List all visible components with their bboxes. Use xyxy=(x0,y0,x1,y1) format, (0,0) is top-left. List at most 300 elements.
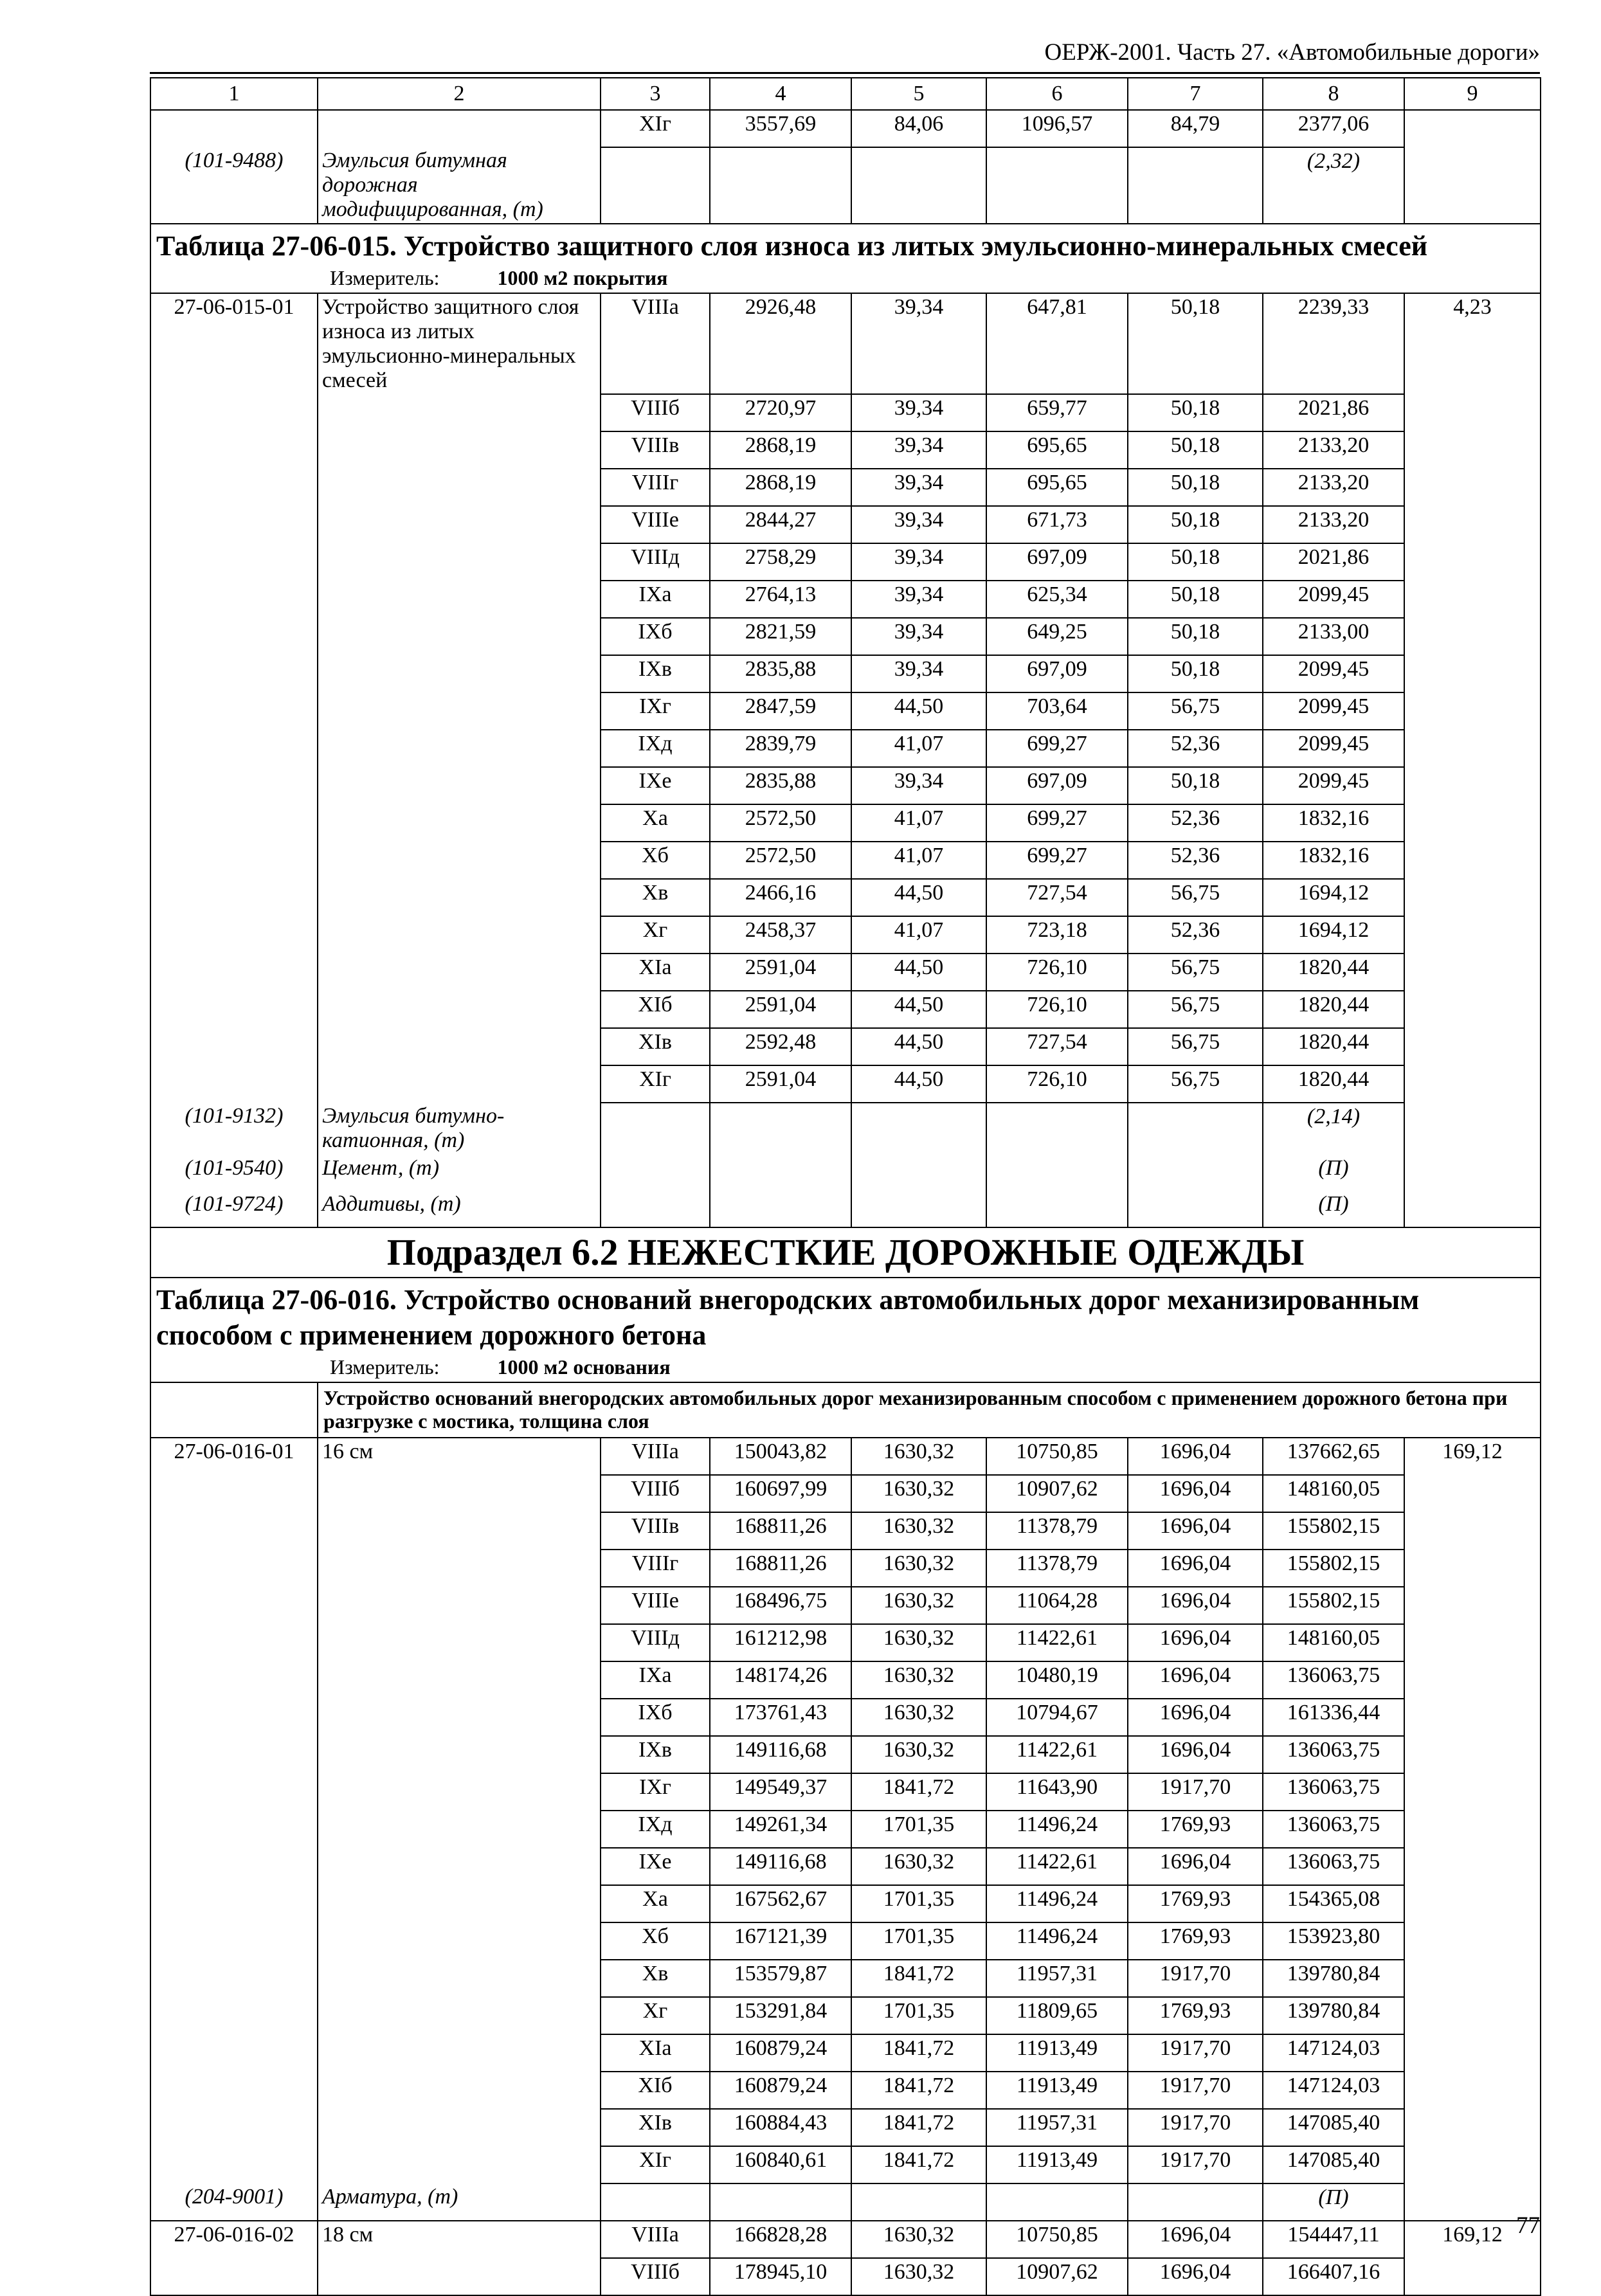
value-cell: 50,18 xyxy=(1128,431,1263,469)
value-cell: 695,65 xyxy=(986,431,1128,469)
value-cell: VIIIб xyxy=(601,2258,710,2295)
table-cell xyxy=(601,147,710,224)
value-cell: 11913,49 xyxy=(986,2146,1128,2183)
value-cell: 155802,15 xyxy=(1263,1587,1404,1624)
value-cell: 2377,06 xyxy=(1263,110,1404,147)
value-cell: VIIIв xyxy=(601,1512,710,1550)
table-cell xyxy=(1404,804,1541,842)
value-cell: 168811,26 xyxy=(710,1512,851,1550)
value-cell: VIIIа xyxy=(601,1438,710,1475)
value-cell: 1832,16 xyxy=(1263,804,1404,842)
value-cell: 697,09 xyxy=(986,767,1128,804)
value-cell: 1696,04 xyxy=(1128,1699,1263,1736)
row-code: 27-06-015-01 xyxy=(150,293,318,394)
table-cell xyxy=(1404,1997,1541,2034)
value-cell: Xв xyxy=(601,879,710,916)
value-cell: 11422,61 xyxy=(986,1624,1128,1661)
table-cell xyxy=(150,2258,318,2295)
table-cell xyxy=(150,1550,318,1587)
table-cell xyxy=(318,110,601,147)
table-cell xyxy=(150,1699,318,1736)
material-value: (2,14) xyxy=(1263,1103,1404,1154)
table-cell xyxy=(318,692,601,730)
value-cell: Xг xyxy=(601,1997,710,2034)
table-title-row xyxy=(150,224,1541,293)
value-cell: 2133,20 xyxy=(1263,431,1404,469)
value-cell: XIг xyxy=(601,110,710,147)
table-cell xyxy=(1404,1848,1541,1885)
table-title-cell xyxy=(150,1278,1541,1382)
table-row xyxy=(150,2072,1541,2109)
table-row xyxy=(150,842,1541,879)
value-cell: 52,36 xyxy=(1128,842,1263,879)
value-cell: VIIIд xyxy=(601,1624,710,1661)
table-cell xyxy=(1404,655,1541,692)
table-cell xyxy=(150,2146,318,2183)
value-cell: 50,18 xyxy=(1128,469,1263,506)
value-cell: 84,79 xyxy=(1128,110,1263,147)
value-cell: 39,34 xyxy=(851,293,986,394)
value-cell: IXа xyxy=(601,581,710,618)
table-cell xyxy=(150,1960,318,1997)
table-cell xyxy=(851,1103,986,1154)
value-cell: 2835,88 xyxy=(710,655,851,692)
table-cell xyxy=(1404,2146,1541,2183)
value-cell: 50,18 xyxy=(1128,293,1263,394)
table-cell xyxy=(150,1997,318,2034)
value-cell: 1696,04 xyxy=(1128,1661,1263,1699)
table-cell xyxy=(601,1191,710,1227)
value-cell: 147085,40 xyxy=(1263,2109,1404,2146)
table-cell xyxy=(150,692,318,730)
table-row xyxy=(150,469,1541,506)
value-cell: Xб xyxy=(601,842,710,879)
table-row xyxy=(150,1550,1541,1587)
value-cell: 649,25 xyxy=(986,618,1128,655)
value-cell: 1769,93 xyxy=(1128,1885,1263,1922)
table-cell xyxy=(1404,1028,1541,1065)
table-cell xyxy=(318,2258,601,2295)
table-cell xyxy=(150,1885,318,1922)
material-code: (101-9132) xyxy=(150,1103,318,1154)
col9-value: 169,12 xyxy=(1404,2221,1541,2258)
value-cell: 50,18 xyxy=(1128,767,1263,804)
table-cell xyxy=(986,1191,1128,1227)
table-cell xyxy=(150,1475,318,1512)
value-cell: 1832,16 xyxy=(1263,842,1404,879)
value-cell: 2099,45 xyxy=(1263,692,1404,730)
value-cell: 149261,34 xyxy=(710,1811,851,1848)
value-cell: 50,18 xyxy=(1128,618,1263,655)
table-row xyxy=(150,916,1541,954)
table-cell xyxy=(986,1103,1128,1154)
table-cell xyxy=(1404,767,1541,804)
table-row xyxy=(150,1997,1541,2034)
table-cell xyxy=(710,2183,851,2221)
value-cell: XIб xyxy=(601,991,710,1028)
table-cell xyxy=(318,1885,601,1922)
value-cell: 2021,86 xyxy=(1263,394,1404,431)
table-row xyxy=(150,767,1541,804)
table-cell xyxy=(1404,1960,1541,1997)
measure-label: Измеритель: xyxy=(330,266,440,290)
table-cell xyxy=(1404,147,1541,224)
value-cell: IXе xyxy=(601,1848,710,1885)
table-row xyxy=(150,1960,1541,1997)
value-cell: VIIIб xyxy=(601,1475,710,1512)
table-cell xyxy=(1404,916,1541,954)
table-cell xyxy=(601,2183,710,2221)
value-cell: 726,10 xyxy=(986,991,1128,1028)
column-number: 4 xyxy=(710,78,851,110)
value-cell: 11496,24 xyxy=(986,1811,1128,1848)
table-cell xyxy=(318,2109,601,2146)
value-cell: 160884,43 xyxy=(710,2109,851,2146)
value-cell: 52,36 xyxy=(1128,916,1263,954)
value-cell: 1630,32 xyxy=(851,1848,986,1885)
value-cell: 2239,33 xyxy=(1263,293,1404,394)
value-cell: 173761,43 xyxy=(710,1699,851,1736)
value-cell: 11422,61 xyxy=(986,1848,1128,1885)
table-cell xyxy=(150,581,318,618)
table-cell xyxy=(150,1065,318,1103)
column-number: 1 xyxy=(150,78,318,110)
value-cell: 2133,20 xyxy=(1263,506,1404,543)
value-cell: 155802,15 xyxy=(1263,1550,1404,1587)
table-cell xyxy=(318,767,601,804)
table-row xyxy=(150,293,1541,394)
value-cell: 50,18 xyxy=(1128,543,1263,581)
value-cell: 154365,08 xyxy=(1263,1885,1404,1922)
table-row xyxy=(150,1587,1541,1624)
value-cell: 39,34 xyxy=(851,543,986,581)
value-cell: 11957,31 xyxy=(986,2109,1128,2146)
table-row xyxy=(150,543,1541,581)
table-cell xyxy=(150,1587,318,1624)
table-body xyxy=(150,78,1541,2295)
table-row xyxy=(150,692,1541,730)
value-cell: 2572,50 xyxy=(710,804,851,842)
value-cell: 136063,75 xyxy=(1263,1811,1404,1848)
table-row xyxy=(150,1065,1541,1103)
value-cell: XIв xyxy=(601,2109,710,2146)
header-rule xyxy=(150,72,1540,74)
table-cell xyxy=(150,431,318,469)
value-cell: 39,34 xyxy=(851,469,986,506)
value-cell: 1696,04 xyxy=(1128,1736,1263,1773)
value-cell: 727,54 xyxy=(986,879,1128,916)
table-title-cell xyxy=(150,224,1541,293)
column-number: 7 xyxy=(1128,78,1263,110)
value-cell: 139780,84 xyxy=(1263,1960,1404,1997)
value-cell: 1694,12 xyxy=(1263,916,1404,954)
value-cell: 1096,57 xyxy=(986,110,1128,147)
material-value: (П) xyxy=(1263,2183,1404,2221)
row-name: 16 см xyxy=(318,1438,601,1475)
value-cell: 10480,19 xyxy=(986,1661,1128,1699)
table-row xyxy=(150,1811,1541,1848)
table-cell xyxy=(318,916,601,954)
table-row xyxy=(150,2109,1541,2146)
table-row xyxy=(150,879,1541,916)
table-cell xyxy=(318,1624,601,1661)
value-cell: VIIIв xyxy=(601,431,710,469)
value-cell: 147085,40 xyxy=(1263,2146,1404,2183)
value-cell: 1630,32 xyxy=(851,1550,986,1587)
value-cell: 56,75 xyxy=(1128,1065,1263,1103)
table-row xyxy=(150,804,1541,842)
material-value: (П) xyxy=(1263,1191,1404,1227)
value-cell: 50,18 xyxy=(1128,506,1263,543)
table-cell xyxy=(318,543,601,581)
table-row xyxy=(150,954,1541,991)
value-cell: IXг xyxy=(601,1773,710,1811)
value-cell: 2821,59 xyxy=(710,618,851,655)
value-cell: 1917,70 xyxy=(1128,2146,1263,2183)
value-cell: 44,50 xyxy=(851,991,986,1028)
value-cell: VIIIг xyxy=(601,1550,710,1587)
table-cell xyxy=(1404,1811,1541,1848)
table-cell xyxy=(1404,2258,1541,2295)
value-cell: 11643,90 xyxy=(986,1773,1128,1811)
table-cell xyxy=(1404,1736,1541,1773)
value-cell: 695,65 xyxy=(986,469,1128,506)
table-cell xyxy=(318,1065,601,1103)
value-cell: 39,34 xyxy=(851,581,986,618)
value-cell: 1820,44 xyxy=(1263,1065,1404,1103)
value-cell: 166828,28 xyxy=(710,2221,851,2258)
value-cell: 1917,70 xyxy=(1128,2034,1263,2072)
value-cell: 1820,44 xyxy=(1263,991,1404,1028)
table-row xyxy=(150,1661,1541,1699)
table-cell xyxy=(318,1922,601,1960)
section-heading-row xyxy=(150,1227,1541,1278)
table-cell xyxy=(851,147,986,224)
value-cell: 139780,84 xyxy=(1263,1997,1404,2034)
value-cell: 39,34 xyxy=(851,767,986,804)
value-cell: 167562,67 xyxy=(710,1885,851,1922)
value-cell: 1630,32 xyxy=(851,1475,986,1512)
table-cell xyxy=(1404,692,1541,730)
table-row xyxy=(150,2146,1541,2183)
table-cell xyxy=(318,842,601,879)
value-cell: XIг xyxy=(601,2146,710,2183)
row-code: 27-06-016-01 xyxy=(150,1438,318,1475)
table-cell xyxy=(601,1103,710,1154)
table-cell xyxy=(318,581,601,618)
table-cell xyxy=(150,1661,318,1699)
table-cell xyxy=(1404,1550,1541,1587)
value-cell: IXд xyxy=(601,730,710,767)
table-cell xyxy=(318,431,601,469)
column-number: 9 xyxy=(1404,78,1541,110)
value-cell: 11064,28 xyxy=(986,1587,1128,1624)
table-cell xyxy=(1404,1773,1541,1811)
value-cell: VIIIд xyxy=(601,543,710,581)
value-cell: Xв xyxy=(601,1960,710,1997)
table-cell xyxy=(150,842,318,879)
table-row xyxy=(150,2258,1541,2295)
value-cell: 153291,84 xyxy=(710,1997,851,2034)
table-cell xyxy=(150,1773,318,1811)
value-cell: IXб xyxy=(601,1699,710,1736)
value-cell: 44,50 xyxy=(851,879,986,916)
table-cell xyxy=(318,1699,601,1736)
table-cell xyxy=(1404,394,1541,431)
table-cell xyxy=(150,1848,318,1885)
material-code: (101-9488) xyxy=(150,147,318,224)
table-cell xyxy=(150,2109,318,2146)
table-cell xyxy=(318,1587,601,1624)
table-row xyxy=(150,618,1541,655)
table-cell xyxy=(150,655,318,692)
table-cell xyxy=(1128,1191,1263,1227)
value-cell: 167121,39 xyxy=(710,1922,851,1960)
value-cell: 136063,75 xyxy=(1263,1848,1404,1885)
column-number: 5 xyxy=(851,78,986,110)
table-cell xyxy=(1404,1922,1541,1960)
table-cell xyxy=(1404,1624,1541,1661)
value-cell: 2572,50 xyxy=(710,842,851,879)
table-cell xyxy=(150,2034,318,2072)
table-cell xyxy=(1404,110,1541,147)
row-code: 27-06-016-02 xyxy=(150,2221,318,2258)
table-cell xyxy=(318,618,601,655)
table-cell xyxy=(318,469,601,506)
material-name: Цемент, (т) xyxy=(318,1155,601,1191)
table-cell xyxy=(1404,1103,1541,1154)
material-code: (101-9540) xyxy=(150,1155,318,1191)
value-cell: Xб xyxy=(601,1922,710,1960)
value-cell: XIа xyxy=(601,954,710,991)
value-cell: 1630,32 xyxy=(851,1624,986,1661)
table-cell xyxy=(150,767,318,804)
value-cell: 56,75 xyxy=(1128,991,1263,1028)
value-cell: 11809,65 xyxy=(986,1997,1128,2034)
material-row xyxy=(150,147,1541,224)
table-cell xyxy=(150,1382,318,1438)
table-cell xyxy=(1404,581,1541,618)
table-cell xyxy=(150,1811,318,1848)
table-title: Таблица 27-06-015. Устройство защитного слоя износа из литых эмульсионно-минеральных смесей xyxy=(156,230,1428,262)
value-cell: 1630,32 xyxy=(851,2221,986,2258)
section-heading: Подраздел 6.2 НЕЖЕСТКИЕ ДОРОЖНЫЕ ОДЕЖДЫ xyxy=(150,1227,1541,1278)
value-cell: 10907,62 xyxy=(986,1475,1128,1512)
table-cell xyxy=(318,2146,601,2183)
row-name: Устройство защитного слоя износа из литых эмульсионно-минеральных смесей xyxy=(318,293,601,394)
value-cell: 41,07 xyxy=(851,842,986,879)
material-row xyxy=(150,1191,1541,1227)
table-cell xyxy=(318,954,601,991)
value-cell: 10794,67 xyxy=(986,1699,1128,1736)
table-cell xyxy=(150,506,318,543)
value-cell: 136063,75 xyxy=(1263,1736,1404,1773)
value-cell: 44,50 xyxy=(851,1028,986,1065)
table-cell xyxy=(318,2072,601,2109)
table-cell xyxy=(150,394,318,431)
value-cell: 50,18 xyxy=(1128,394,1263,431)
value-cell: 160697,99 xyxy=(710,1475,851,1512)
table-cell xyxy=(986,147,1128,224)
value-cell: 11913,49 xyxy=(986,2072,1128,2109)
table-row xyxy=(150,1922,1541,1960)
table-cell xyxy=(318,655,601,692)
table-cell xyxy=(318,394,601,431)
value-cell: 699,27 xyxy=(986,730,1128,767)
value-cell: 659,77 xyxy=(986,394,1128,431)
value-cell: 41,07 xyxy=(851,730,986,767)
material-name: Аддитивы, (т) xyxy=(318,1191,601,1227)
value-cell: 1841,72 xyxy=(851,1773,986,1811)
value-cell: 10750,85 xyxy=(986,2221,1128,2258)
value-cell: 1696,04 xyxy=(1128,1587,1263,1624)
table-row xyxy=(150,431,1541,469)
value-cell: 44,50 xyxy=(851,692,986,730)
value-cell: 2466,16 xyxy=(710,879,851,916)
value-cell: 1630,32 xyxy=(851,1661,986,1699)
table-cell xyxy=(1404,2109,1541,2146)
table-cell xyxy=(851,2183,986,2221)
value-cell: 1696,04 xyxy=(1128,1512,1263,1550)
value-cell: IXа xyxy=(601,1661,710,1699)
rates-table xyxy=(150,77,1541,2296)
table-cell xyxy=(318,991,601,1028)
table-row xyxy=(150,1773,1541,1811)
value-cell: 2847,59 xyxy=(710,692,851,730)
value-cell: 39,34 xyxy=(851,431,986,469)
value-cell: 11378,79 xyxy=(986,1550,1128,1587)
table-cell xyxy=(1128,1103,1263,1154)
table-row xyxy=(150,655,1541,692)
table-row xyxy=(150,2034,1541,2072)
value-cell: 39,34 xyxy=(851,506,986,543)
value-cell: 149116,68 xyxy=(710,1736,851,1773)
material-code: (101-9724) xyxy=(150,1191,318,1227)
column-number: 8 xyxy=(1263,78,1404,110)
value-cell: VIIIб xyxy=(601,394,710,431)
table-cell xyxy=(150,1028,318,1065)
column-number: 6 xyxy=(986,78,1128,110)
value-cell: 1917,70 xyxy=(1128,2072,1263,2109)
value-cell: Xг xyxy=(601,916,710,954)
table-cell xyxy=(710,1103,851,1154)
value-cell: 2835,88 xyxy=(710,767,851,804)
table-row xyxy=(150,2221,1541,2258)
value-cell: 1841,72 xyxy=(851,2146,986,2183)
value-cell: 2868,19 xyxy=(710,469,851,506)
table-cell xyxy=(1404,1155,1541,1191)
material-value: (П) xyxy=(1263,1155,1404,1191)
table-cell xyxy=(1404,1475,1541,1512)
table-cell xyxy=(1404,879,1541,916)
material-code: (204-9001) xyxy=(150,2183,318,2221)
value-cell: XIб xyxy=(601,2072,710,2109)
value-cell: 2458,37 xyxy=(710,916,851,954)
value-cell: 1696,04 xyxy=(1128,1624,1263,1661)
value-cell: 2591,04 xyxy=(710,1065,851,1103)
table-row xyxy=(150,1885,1541,1922)
value-cell: 148174,26 xyxy=(710,1661,851,1699)
table-cell xyxy=(150,2072,318,2109)
value-cell: 149116,68 xyxy=(710,1848,851,1885)
value-cell: 703,64 xyxy=(986,692,1128,730)
value-cell: 56,75 xyxy=(1128,954,1263,991)
value-cell: 10907,62 xyxy=(986,2258,1128,2295)
table-cell xyxy=(1128,2183,1263,2221)
table-cell xyxy=(150,1512,318,1550)
value-cell: 3557,69 xyxy=(710,110,851,147)
measure-line xyxy=(156,264,1535,293)
